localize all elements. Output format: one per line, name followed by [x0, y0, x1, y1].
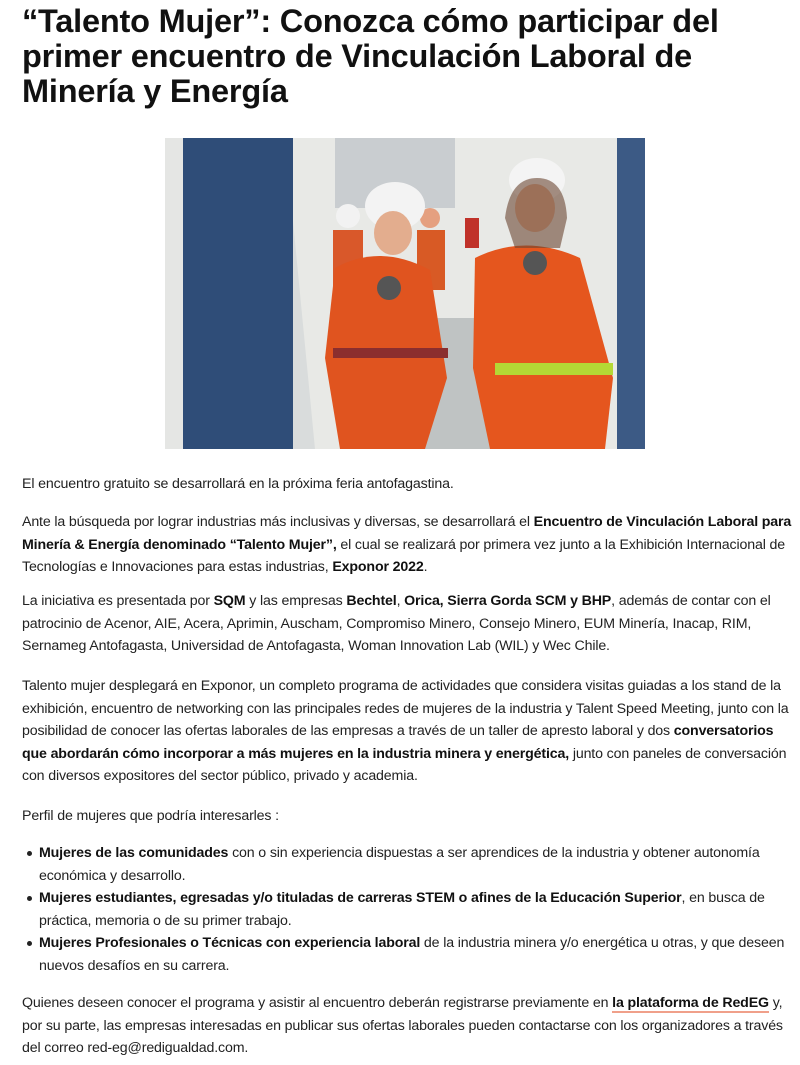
list-item — [22, 887, 792, 932]
text-segment: el cual se realizará por primera vez junto a la Exhibición Internacional de Tecnologías e Innovaciones para estas industrias, — [22, 536, 785, 576]
bold-text: Encuentro de Vinculación Laboral para Minería & Energía denominado “Talento Mujer”, — [22, 514, 792, 553]
text-segment: , además de contar con el patrocinio de Acenor, AIE, Acera, Aprimin, Auscham, Compromiso Minero, Consejo Minero, EUM Minería, Inacap, RIM, Sernameg Antofagasta, Universidad de Antofagasta, Woman Innovation Lab (WIL) y Wec Chile. — [22, 593, 771, 655]
closing-paragraph — [22, 992, 792, 1060]
bold-text: Mujeres estudiantes, egresadas y/o tituladas de carreras STEM o afines de la Educación Superior — [39, 890, 682, 907]
article-paragraph — [22, 590, 792, 658]
article-paragraph — [22, 805, 792, 828]
text-segment: de la industria minera y/o energética u otras, y que deseen nuevos desafíos en su carrera. — [39, 935, 785, 974]
text-segment: Ante la búsqueda por lograr industrias más inclusivas y diversas, se desarrollará el — [22, 514, 534, 530]
text-segment: , en busca de práctica, memoria o de su primer trabajo. — [39, 890, 765, 929]
text-segment: y, por su parte, las empresas interesadas en publicar sus ofertas laborales pueden contactarse con los organizadores a través del correo red-eg@redigualdad.com. — [22, 995, 783, 1057]
text-segment: con o sin experiencia dispuestas a ser aprendices de la industria y obtener autonomía económica y desarrollo. — [39, 845, 760, 884]
bold-text: Mujeres de las comunidades — [39, 845, 229, 861]
article-photo — [165, 138, 645, 449]
text-segment: . — [423, 559, 428, 576]
text-segment: y las empresas — [245, 593, 347, 609]
text-segment: El encuentro gratuito se desarrollará en la próxima feria antofagastina. — [22, 476, 454, 492]
bold-text: Exponor 2022 — [332, 559, 424, 576]
article-paragraph — [22, 675, 792, 788]
bold-text: Orica, Sierra Gorda SCM y BHP — [404, 593, 612, 609]
text-segment: Perfil de mujeres que podría interesarles : — [22, 808, 279, 824]
text-segment: , — [396, 593, 405, 609]
text-segment: Talento mujer desplegará en Exponor, un completo programa de actividades que considera visitas guiadas a los stand de la exhibición, encuentro de networking con las principales redes de mujeres de la industria y Talent Speed Meeting, junto con la posibilidad de conocer las ofertas laborales de las empresas a través de un taller de apresto laboral y dos — [22, 678, 789, 740]
article-title: “Talento Mujer”: Conozca cómo participar del primer encuentro de Vinculación Laboral de Minería y Energía — [22, 3, 719, 109]
text-segment: junto con paneles de conversación con diversos expositores del sector público, privado y academia. — [22, 745, 787, 785]
list-item — [22, 932, 792, 977]
bold-text: Mujeres Profesionales o Técnicas con experiencia laboral — [39, 935, 421, 952]
profile-list — [22, 842, 792, 978]
miners-photo-illustration — [165, 138, 645, 449]
article-paragraph — [22, 511, 792, 579]
list-item — [22, 842, 792, 887]
redeg-platform-link[interactable]: la plataforma de RedEG — [612, 995, 769, 1011]
article-lead — [22, 473, 792, 496]
bold-text: SQM — [213, 593, 246, 609]
bold-text: conversatorios que abordarán cómo incorporar a más mujeres en la industria minera y energética, — [22, 723, 774, 762]
bold-text: Bechtel — [346, 593, 397, 609]
text-segment: Quienes deseen conocer el programa y asistir al encuentro deberán registrarse previamente en — [22, 995, 613, 1011]
text-segment: La iniciativa es presentada por — [22, 593, 214, 609]
